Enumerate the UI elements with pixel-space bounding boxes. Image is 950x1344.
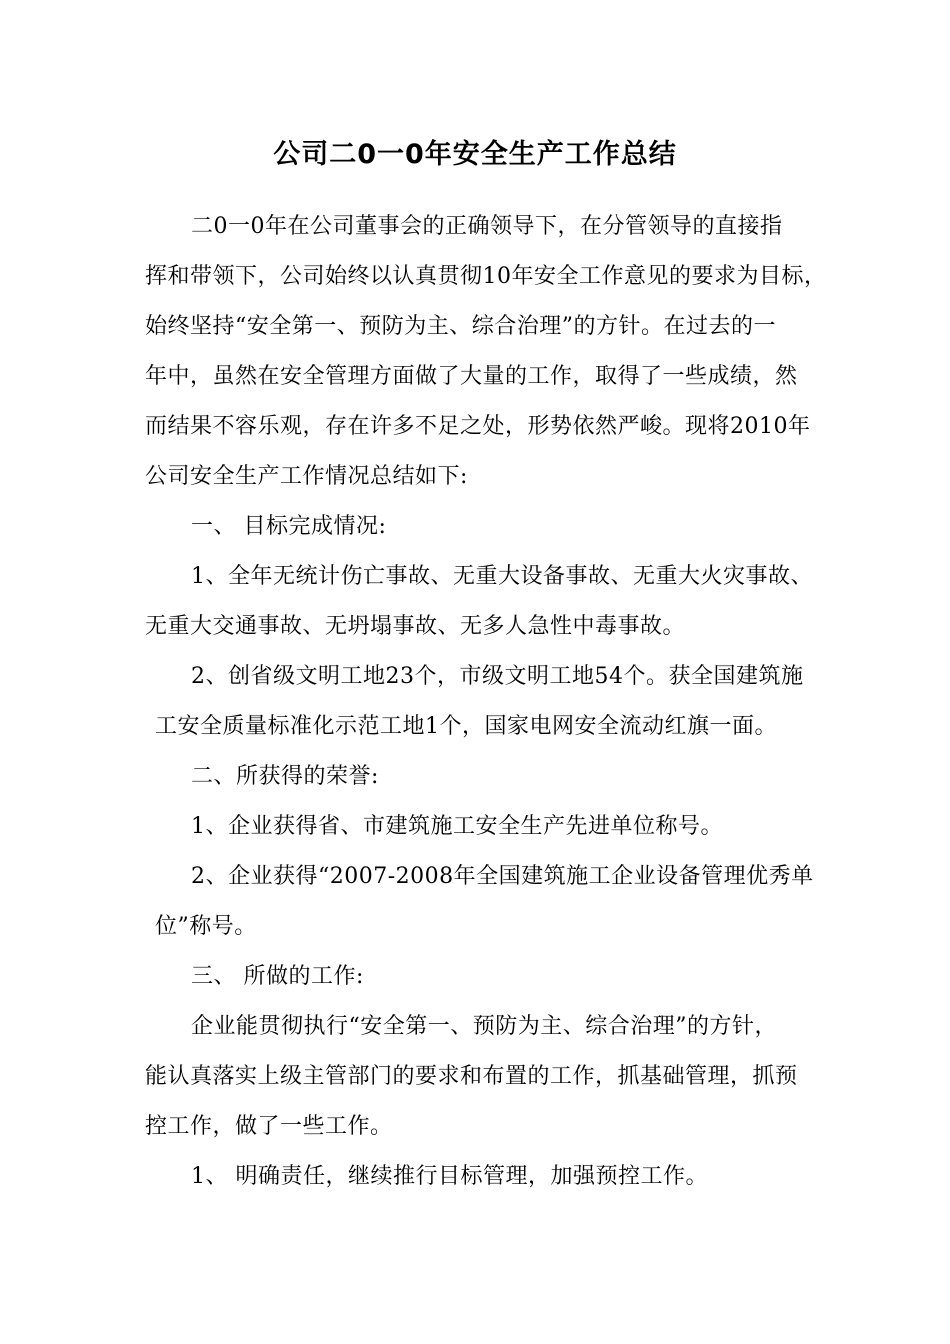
section-heading: 一、 目标完成情况: xyxy=(191,514,387,539)
paragraph-line: 而结果不容乐观，存在许多不足之处，形势依然严峻。现将2010年 xyxy=(145,414,811,439)
paragraph-line: 2、企业获得“2007-2008年全国建筑施工企业设备管理优秀单 xyxy=(191,864,814,889)
paragraph-line: 企业能贯彻执行“安全第一、预防为主、综合治理”的方针， xyxy=(191,1014,777,1039)
paragraph-line: 挥和带领下，公司始终以认真贯彻10年安全工作意见的要求为目标， xyxy=(145,264,827,289)
paragraph-line: 1、 明确责任，继续推行目标管理，加强预控工作。 xyxy=(191,1164,708,1189)
paragraph-line: 年中，虽然在安全管理方面做了大量的工作，取得了一些成绩，然 xyxy=(145,364,798,389)
section-heading: 二、所获得的荣誉: xyxy=(191,764,379,789)
paragraph-line: 2、创省级文明工地23个，市级文明工地54个。获全国建筑施 xyxy=(191,664,804,689)
paragraph-line: 始终坚持“安全第一、预防为主、综合治理”的方针。在过去的一 xyxy=(145,314,776,339)
paragraph-line: 无重大交通事故、无坍塌事故、无多人急性中毒事故。 xyxy=(145,614,686,639)
paragraph-line: 能认真落实上级主管部门的要求和布置的工作，抓基础管理，抓预 xyxy=(145,1064,798,1089)
section-heading: 三、 所做的工作: xyxy=(191,964,364,989)
paragraph-line: 公司安全生产工作情况总结如下: xyxy=(145,464,468,489)
paragraph-line: 工安全质量标准化示范工地1个，国家电网安全流动红旗一面。 xyxy=(155,714,777,739)
paragraph-line: 二0一0年在公司董事会的正确领导下，在分管领导的直接指 xyxy=(191,214,783,239)
paragraph-line: 控工作，做了一些工作。 xyxy=(145,1114,393,1139)
paragraph-line: 1、全年无统计伤亡事故、无重大设备事故、无重大火灾事故、 xyxy=(191,564,813,589)
paragraph-line: 位”称号。 xyxy=(155,914,257,939)
document-title: 公司二0一0年安全生产工作总结 xyxy=(273,139,677,170)
paragraph-line: 1、企业获得省、市建筑施工安全生产先进单位称号。 xyxy=(191,814,723,839)
